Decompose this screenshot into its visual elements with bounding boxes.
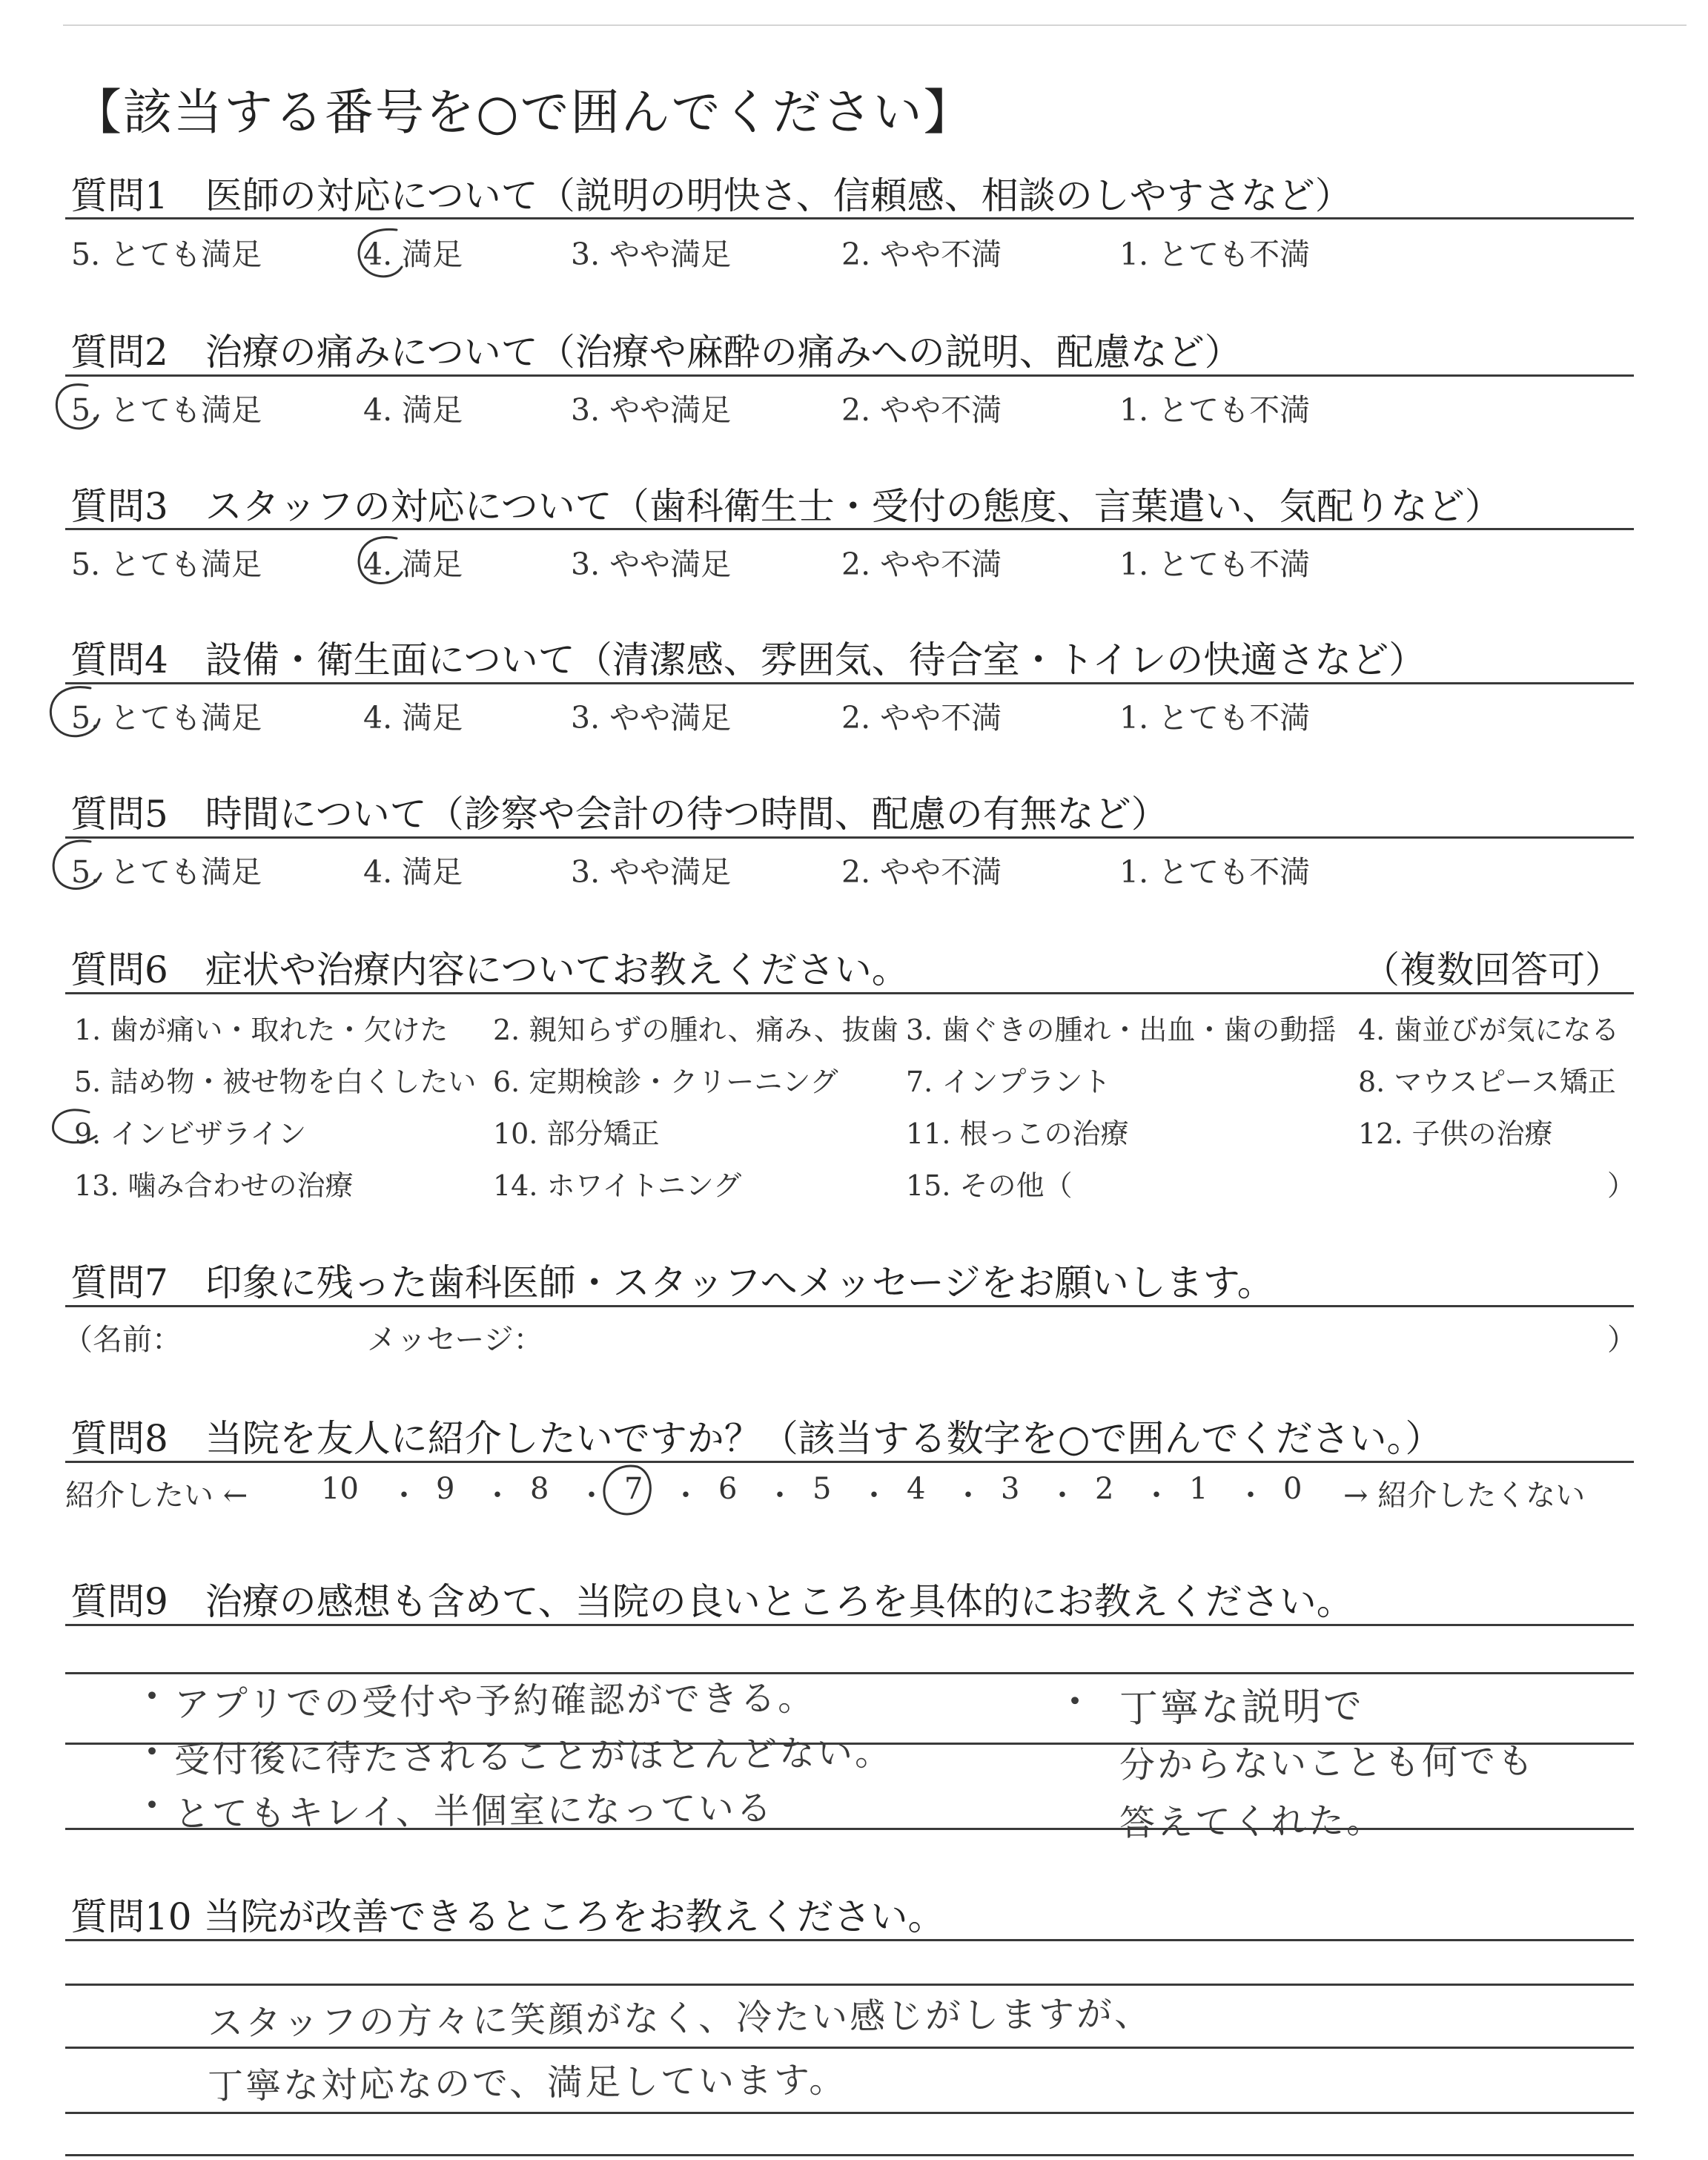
q6-option-11[interactable]: 11. 根っこの治療: [906, 1117, 1129, 1150]
scale-separator: ・: [859, 1479, 889, 1513]
multiple-answers-note: （複数回答可）: [1363, 948, 1622, 991]
question-9: 質問9 治療の感想も含めて、当院の良いところを具体的にお教えください。: [70, 1580, 1354, 1623]
q6-option-8[interactable]: 8. マウスピース矯正: [1358, 1066, 1616, 1098]
q6-option-4[interactable]: 4. 歯並びが気になる: [1358, 1014, 1620, 1046]
q3-option-1[interactable]: 1. とても不満: [1119, 546, 1311, 582]
q5-option-5[interactable]: 5. とても満足: [71, 854, 262, 890]
question-4: 質問4 設備・衛生面について（清潔感、雰囲気、待合室・トイレの快適さなど）: [70, 638, 1426, 681]
divider: [65, 1624, 1634, 1626]
scale-7[interactable]: 7: [624, 1472, 643, 1506]
q5-option-1[interactable]: 1. とても不満: [1119, 854, 1311, 890]
divider: [65, 217, 1634, 219]
question-2: 質問2 治療の痛みについて（治療や麻酔の痛みへの説明、配慮など）: [70, 331, 1242, 374]
divider: [65, 682, 1634, 684]
page-title: 【該当する番号を○で囲んでください】: [73, 84, 974, 141]
question-1: 質問1 医師の対応について（説明の明快さ、信頼感、相談のしやすさなど）: [70, 174, 1352, 217]
q6-option-2[interactable]: 2. 親知らずの腫れ、痛み、抜歯: [493, 1014, 898, 1046]
q4-option-2[interactable]: 2. やや不満: [841, 700, 1002, 736]
scale-5[interactable]: 5: [812, 1472, 832, 1506]
scale-9[interactable]: 9: [436, 1472, 455, 1506]
name-field-label[interactable]: （名前：: [63, 1323, 182, 1357]
divider: [65, 836, 1634, 839]
bullet: •: [144, 1681, 162, 1711]
q3-option-2[interactable]: 2. やや不満: [841, 546, 1002, 582]
scale-separator: ・: [1047, 1479, 1077, 1513]
handwritten-answer: 分からないことも何でも: [1119, 1740, 1536, 1786]
q6-option-15[interactable]: 15. その他（: [906, 1169, 1073, 1202]
q5-option-3[interactable]: 3. やや満足: [571, 854, 732, 890]
q6-option-9[interactable]: 9. インビザライン: [74, 1117, 307, 1150]
q5-option-4[interactable]: 4. 満足: [363, 854, 463, 890]
recommend-right-label: → 紹介したくない: [1343, 1479, 1586, 1513]
answer-line: [65, 2112, 1634, 2114]
question-5: 質問5 時間について（診察や会計の待つ時間、配慮の有無など）: [70, 793, 1168, 836]
recommend-left-label: 紹介したい ←: [65, 1479, 248, 1513]
q1-option-2[interactable]: 2. やや不満: [841, 237, 1002, 272]
q1-option-3[interactable]: 3. やや満足: [571, 237, 732, 272]
handwritten-answer: 受付後に待たされることがほとんどない。: [173, 1731, 893, 1781]
q3-option-3[interactable]: 3. やや満足: [571, 546, 732, 582]
handwritten-answer: 丁寧な対応なので、満足しています。: [207, 2058, 847, 2107]
q6-option-5[interactable]: 5. 詰め物・被せ物を白くしたい: [74, 1066, 477, 1098]
scan-top-edge: [63, 24, 1687, 26]
q6-option-10[interactable]: 10. 部分矯正: [493, 1117, 660, 1150]
scale-separator: ・: [953, 1479, 983, 1513]
q1-option-1[interactable]: 1. とても不満: [1119, 237, 1311, 272]
question-10: 質問10 当院が改善できるところをお教えください。: [70, 1895, 945, 1938]
q1-option-4[interactable]: 4. 満足: [363, 237, 463, 272]
handwritten-answer: アプリでの受付や予約確認ができる。: [173, 1677, 816, 1725]
q6-option-14[interactable]: 14. ホワイトニング: [493, 1169, 742, 1202]
q2-option-1[interactable]: 1. とても不満: [1119, 392, 1311, 428]
question-6: 質問6 症状や治療内容についてお教えください。: [70, 948, 909, 991]
q2-option-3[interactable]: 3. やや満足: [571, 392, 732, 428]
q1-option-5[interactable]: 5. とても満足: [71, 237, 262, 272]
bullet: •: [144, 1790, 162, 1820]
q3-option-4[interactable]: 4. 満足: [363, 546, 463, 582]
q2-option-2[interactable]: 2. やや不満: [841, 392, 1002, 428]
scale-6[interactable]: 6: [718, 1472, 738, 1506]
scale-separator: ・: [389, 1479, 419, 1513]
q6-option-6[interactable]: 6. 定期検診・クリーニング: [493, 1066, 838, 1098]
handwritten-answer: とてもキレイ、半個室になっている: [173, 1787, 775, 1835]
scale-separator: ・: [1236, 1479, 1265, 1513]
scale-separator: ・: [671, 1479, 701, 1513]
other-close-paren: ）: [1607, 1169, 1636, 1202]
q2-option-5[interactable]: 5. とても満足: [71, 392, 262, 428]
divider: [65, 374, 1634, 377]
q6-option-3[interactable]: 3. 歯ぐきの腫れ・出血・歯の動揺: [906, 1014, 1337, 1046]
answer-line: [65, 1984, 1634, 1986]
q6-option-7[interactable]: 7. インプラント: [906, 1066, 1111, 1098]
scale-2[interactable]: 2: [1095, 1472, 1114, 1506]
divider: [65, 1305, 1634, 1307]
handwritten-answer: 丁寧な説明で: [1119, 1684, 1365, 1731]
question-7: 質問7 印象に残った歯科医師・スタッフへメッセージをお願いします。: [70, 1261, 1274, 1304]
question-3: 質問3 スタッフの対応について（歯科衛生士・受付の態度、言葉遣い、気配りなど）: [70, 485, 1502, 528]
question-8: 質問8 当院を友人に紹介したいですか？（該当する数字を○で囲んでください。）: [70, 1417, 1443, 1460]
message-field-label[interactable]: メッセージ：: [367, 1323, 543, 1357]
answer-line: [65, 2047, 1634, 2049]
scale-8[interactable]: 8: [530, 1472, 549, 1506]
answer-line: [65, 2154, 1634, 2156]
divider: [65, 528, 1634, 530]
handwritten-answer: 答えてくれた。: [1119, 1800, 1385, 1844]
scale-0[interactable]: 0: [1283, 1472, 1302, 1506]
message-close-paren: ）: [1607, 1323, 1637, 1357]
q4-option-3[interactable]: 3. やや満足: [571, 700, 732, 736]
q3-option-5[interactable]: 5. とても満足: [71, 546, 262, 582]
bullet: •: [1067, 1686, 1085, 1717]
scale-separator: ・: [483, 1479, 512, 1513]
q2-option-4[interactable]: 4. 満足: [363, 392, 463, 428]
scale-separator: ・: [577, 1479, 606, 1513]
q4-option-4[interactable]: 4. 満足: [363, 700, 463, 736]
scale-3[interactable]: 3: [1001, 1472, 1020, 1506]
divider: [65, 992, 1634, 994]
q5-option-2[interactable]: 2. やや不満: [841, 854, 1002, 890]
scale-10[interactable]: 10: [321, 1472, 359, 1506]
scale-4[interactable]: 4: [907, 1472, 926, 1506]
scale-separator: ・: [1142, 1479, 1171, 1513]
q6-option-12[interactable]: 12. 子供の治療: [1358, 1117, 1553, 1150]
scale-separator: ・: [765, 1479, 795, 1513]
q4-option-1[interactable]: 1. とても不満: [1119, 700, 1311, 736]
q6-option-13[interactable]: 13. 噛み合わせの治療: [74, 1169, 354, 1202]
bullet: •: [144, 1737, 162, 1767]
scale-1[interactable]: 1: [1189, 1472, 1208, 1506]
q6-option-1[interactable]: 1. 歯が痛い・取れた・欠けた: [74, 1014, 448, 1046]
q4-option-5[interactable]: 5. とても満足: [71, 700, 262, 736]
divider: [65, 1939, 1634, 1941]
handwritten-answer: スタッフの方々に笑顔がなく、冷たい感じがしますが、: [207, 1992, 1153, 2044]
divider: [65, 1461, 1634, 1463]
